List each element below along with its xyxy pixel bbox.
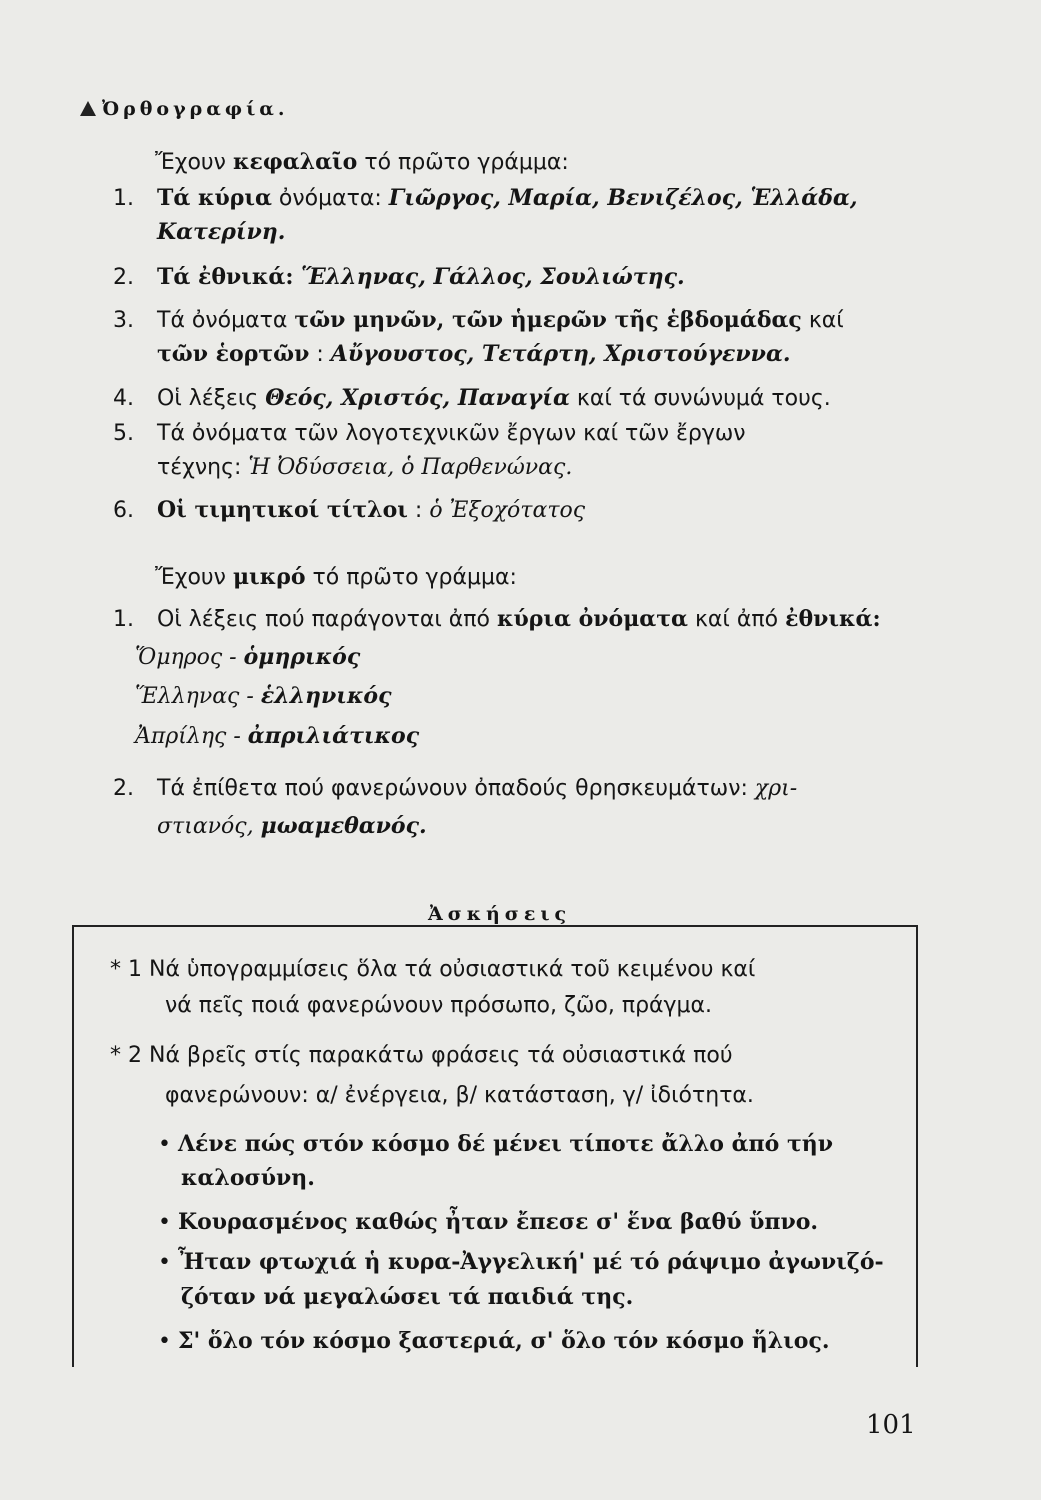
exercise-line (110, 956, 755, 984)
text-run: χρι- (754, 776, 798, 801)
text-run: ὁμηρικός (243, 644, 361, 670)
text-run: : (407, 498, 430, 523)
list-item-line (157, 812, 427, 841)
exercise-line (165, 992, 712, 1020)
list-item-line (113, 420, 746, 448)
text-run: Ἀπρίλης - (135, 724, 248, 749)
text-run: Τά ἐπίθετα πού φανερώνουν ὀπαδούς θρησκευμάτων: (157, 776, 755, 801)
exercise-line (158, 1327, 830, 1356)
item-number: 4. (113, 386, 134, 411)
item-number: 1. (113, 186, 134, 211)
item-number: 2. (113, 776, 134, 801)
exercise-line (158, 1130, 833, 1159)
text-run: Λένε πώς στόν κόσμο δέ μένει τίποτε ἄλλο ἀπό τήν (177, 1131, 833, 1157)
text-run: Οἱ λέξεις (157, 386, 266, 411)
text-run: Ἕλληνας - (135, 684, 261, 709)
text-run: Αὔγουστος, Τετάρτη, Χριστούγεννα. (330, 341, 791, 367)
text-run: τῶν μηνῶν, τῶν ἡμερῶν τῆς ἑβδομάδας (294, 307, 802, 333)
text-run: ζόταν νά μεγαλώσει τά παιδιά της. (181, 1284, 634, 1310)
item-number: 5. (113, 421, 134, 446)
text-run: καί (801, 308, 844, 333)
triangle-icon (80, 101, 96, 116)
item-number: 6. (113, 498, 134, 523)
exercise-line (181, 1164, 315, 1193)
text-run: Οἱ λέξεις πού παράγονται ἀπό (157, 607, 497, 632)
text-run: Τά κύρια (157, 185, 272, 211)
intro-line (155, 563, 517, 592)
item-number: 3. (113, 308, 134, 333)
text-run: ὁ Ἐξοχότατος (429, 498, 586, 523)
text-run: μωαμεθανός. (260, 813, 427, 839)
text-run: Οἱ τιμητικοί τίτλοι (157, 497, 408, 523)
list-item-line (157, 454, 572, 482)
text-run: Κουρασμένος καθώς ἦταν ἔπεσε σ' ἕνα βαθύ ὕπνο. (177, 1209, 819, 1235)
text-run: Ὅμηρος - (135, 645, 244, 670)
text-run: Κατερίνη. (157, 219, 286, 245)
text-run: καλοσύνη. (181, 1165, 315, 1191)
example-line (135, 722, 419, 751)
text-run: καί ἀπό (687, 607, 786, 632)
text-run: Ἔχουν (155, 565, 233, 590)
list-item-line (113, 263, 685, 292)
text-run: τό πρῶτο γράμμα: (357, 150, 569, 175)
text-run: * 2 Νά βρεῖς στίς παρακάτω φράσεις τά οὐσιαστικά πού (110, 1043, 733, 1068)
text-run: • (158, 1132, 178, 1157)
text-run: Ἡ Ὀδύσσεια, ὁ Παρθενώνας. (248, 455, 573, 480)
example-line (135, 643, 360, 672)
exercise-line (110, 1042, 733, 1070)
intro-line (155, 148, 569, 177)
exercise-line (165, 1082, 754, 1110)
text-run: τέχνης: (157, 455, 249, 480)
list-item-line (157, 218, 285, 247)
exercise-line (158, 1208, 818, 1237)
text-run: ἑλληνικός (260, 683, 392, 709)
text-run: • (158, 1210, 178, 1235)
text-run: κύρια ὀνόματα (496, 606, 688, 632)
text-run: Ἦταν φτωχιά ἡ κυρα-Ἀγγελική' μέ τό ράψιμο ἀγωνιζό- (177, 1249, 884, 1275)
text-run: Ἕλληνας, Γάλλος, Σουλιώτης. (301, 264, 685, 290)
list-item-line (113, 384, 831, 413)
exercises-title: Ἀσκήσεις (424, 903, 575, 925)
text-run: ἐθνικά: (785, 606, 881, 632)
page-number: 101 (866, 1410, 916, 1440)
text-run: Τά ὀνόματα τῶν λογοτεχνικῶν ἔργων καί τῶν ἔργων (157, 421, 746, 446)
text-run: • (158, 1329, 178, 1354)
text-run: μικρό (232, 564, 306, 590)
text-run: στιανός, (157, 814, 261, 839)
list-item-line (113, 306, 844, 335)
example-line (135, 682, 392, 711)
text-run: Ἔχουν (155, 150, 233, 175)
text-run: * 1 Νά ὑπογραμμίσεις ὅλα τά οὐσιαστικά τοῦ κειμένου καί (110, 957, 756, 982)
list-item-line (157, 340, 791, 369)
text-run: : (309, 342, 331, 367)
text-run: Τά ἐθνικά: (157, 264, 302, 290)
text-run: • (158, 1250, 178, 1275)
list-item-line (113, 496, 585, 525)
text-run: Τά ὀνόματα (157, 308, 295, 333)
item-number: 2. (113, 265, 134, 290)
text-run: καί τά συνώνυμά τους. (569, 386, 831, 411)
text-run: Θεός, Χριστός, Παναγία (265, 385, 570, 411)
text-run: φανερώνουν: α/ ἐνέργεια, β/ κατάσταση, γ/ ἰδιότητα. (165, 1083, 754, 1108)
list-item-line (113, 605, 881, 634)
text-run: Σ' ὅλο τόν κόσμο ξαστεριά, σ' ὅλο τόν κόσμο ἥλιος. (177, 1328, 830, 1354)
list-item-line (113, 184, 857, 213)
text-run: ἀπριλιάτικος (247, 723, 420, 749)
exercise-line (181, 1283, 633, 1312)
text-run: τῶν ἑορτῶν (157, 341, 310, 367)
section-heading: Ὀρθογραφία. (80, 98, 289, 120)
list-item-line (113, 775, 797, 803)
text-run: νά πεῖς ποιά φανερώνουν πρόσωπο, ζῶο, πράγμα. (165, 993, 713, 1018)
text-run: κεφαλαῖο (232, 149, 358, 175)
text-run: ὀνόματα: (271, 186, 389, 211)
exercise-line (158, 1248, 884, 1277)
text-run: Γιῶργος, Μαρία, Βενιζέλος, Ἑλλάδα, (388, 185, 858, 211)
text-run: τό πρῶτο γράμμα: (305, 565, 517, 590)
item-number: 1. (113, 607, 134, 632)
